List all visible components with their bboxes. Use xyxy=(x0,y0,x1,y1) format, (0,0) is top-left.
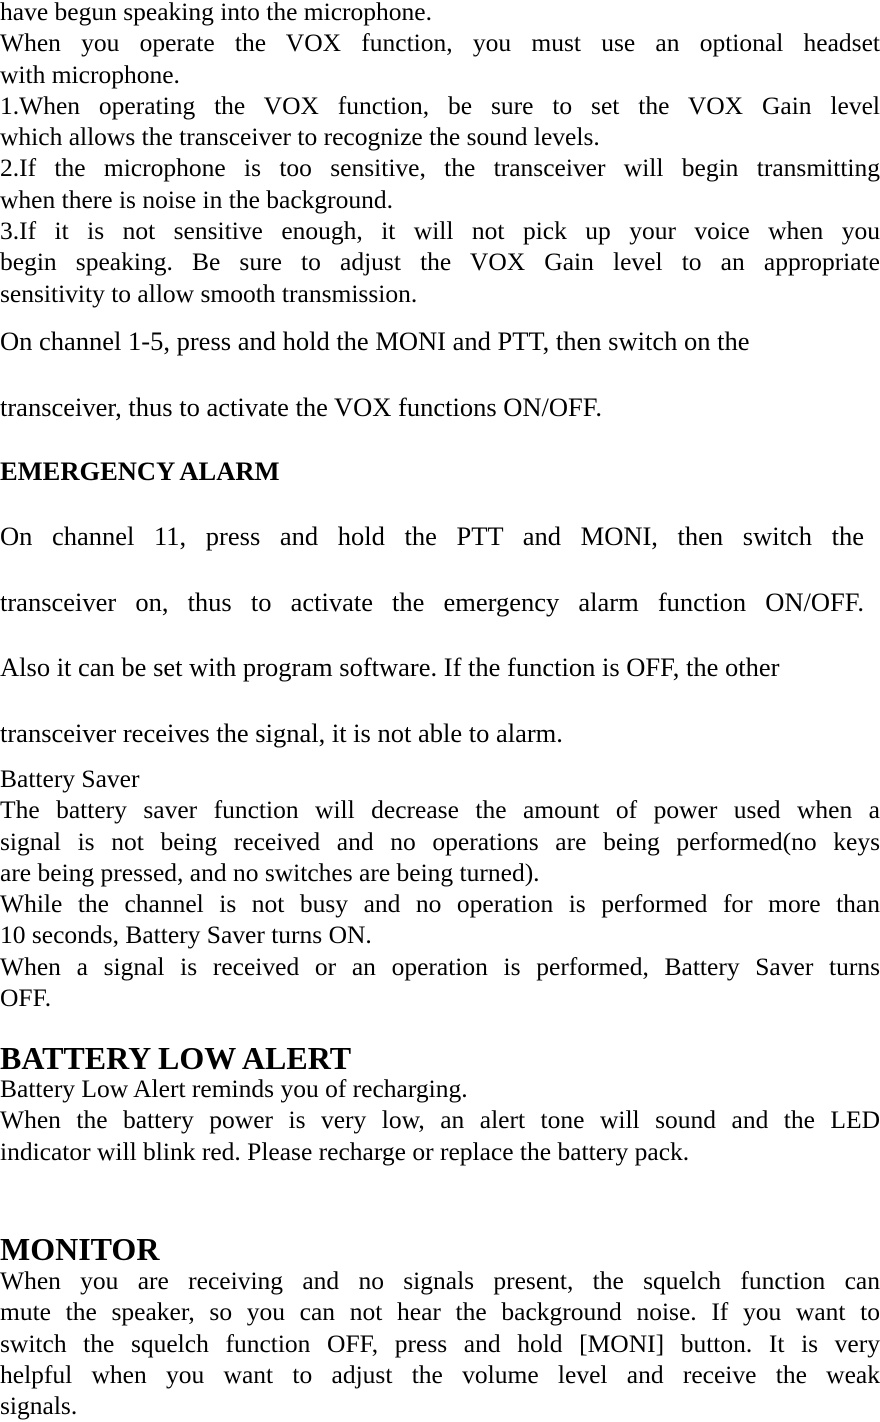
emergency-alarm-heading: EMERGENCY ALARM xyxy=(0,456,280,486)
emergency-alarm-paragraph xyxy=(0,504,880,766)
battery-saver-heading: Battery Saver xyxy=(0,764,140,793)
text-line: have begun speaking into the microphone. xyxy=(0,0,432,26)
text-line: 10 seconds, Battery Saver turns ON. xyxy=(0,920,372,950)
text-line: The battery saver function will decrease the amount of power used when a xyxy=(0,795,880,825)
text-line: Battery Low Alert reminds you of recharging. xyxy=(0,1074,468,1103)
text-line: On channel 1-5, press and hold the MONI and PTT, then switch on the xyxy=(0,326,750,356)
battery-saver-section xyxy=(0,763,880,1013)
text-line: While the channel is not busy and no operation is performed for more than xyxy=(0,889,880,919)
vox-paragraph xyxy=(0,0,880,309)
battery-low-alert-heading: BATTERY LOW ALERT xyxy=(0,1040,352,1076)
text-line: are being pressed, and no switches are being turned). xyxy=(0,857,540,887)
text-line: indicator will blink red. Please recharge or replace the battery pack. xyxy=(0,1136,690,1166)
text-line: 3.If it is not sensitive enough, it will not pick up your voice when you xyxy=(0,216,880,246)
vox-activation-paragraph xyxy=(0,309,880,440)
text-line: When you operate the VOX function, you must use an optional headset xyxy=(0,28,880,58)
text-line: On channel 11, press and hold the PTT and MONI, then switch the xyxy=(0,521,864,551)
text-line: begin speaking. Be sure to adjust the VOX Gain level to an appropriate xyxy=(0,247,880,277)
monitor-paragraph xyxy=(0,1265,880,1421)
text-line: when there is noise in the background. xyxy=(0,184,394,214)
battery-low-alert-paragraph xyxy=(0,1073,880,1167)
text-line: 2.If the microphone is too sensitive, the transceiver will begin transmitting xyxy=(0,153,880,183)
text-line: transceiver, thus to activate the VOX functions ON/OFF. xyxy=(0,391,603,422)
text-line: When the battery power is very low, an alert tone will sound and the LED xyxy=(0,1105,880,1135)
text-line: mute the speaker, so you can not hear the background noise. If you want to xyxy=(0,1297,880,1327)
text-line: signal is not being received and no operations are being performed(no keys xyxy=(0,826,880,856)
monitor-heading: MONITOR xyxy=(0,1231,160,1267)
text-line: which allows the transceiver to recognize the sound levels. xyxy=(0,122,600,152)
text-line: switch the squelch function OFF, press and hold [MONI] button. It is very xyxy=(0,1328,880,1358)
text-line: When a signal is received or an operation is performed, Battery Saver turns xyxy=(0,951,880,981)
text-line: transceiver receives the signal, it is not able to alarm. xyxy=(0,717,563,748)
text-line: with microphone. xyxy=(0,59,180,89)
text-line: transceiver on, thus to activate the emergency alarm function ON/OFF. xyxy=(0,586,864,617)
text-line: helpful when you want to adjust the volume level and receive the weak xyxy=(0,1359,880,1389)
text-line: signals. xyxy=(0,1391,78,1421)
text-line: 1.When operating the VOX function, be sure to set the VOX Gain level xyxy=(0,90,880,120)
text-line: sensitivity to allow smooth transmission. xyxy=(0,278,418,308)
text-line: OFF. xyxy=(0,983,52,1013)
text-line: When you are receiving and no signals present, the squelch function can xyxy=(0,1266,880,1295)
text-line: Also it can be set with program software. If the function is OFF, the other xyxy=(0,652,780,682)
